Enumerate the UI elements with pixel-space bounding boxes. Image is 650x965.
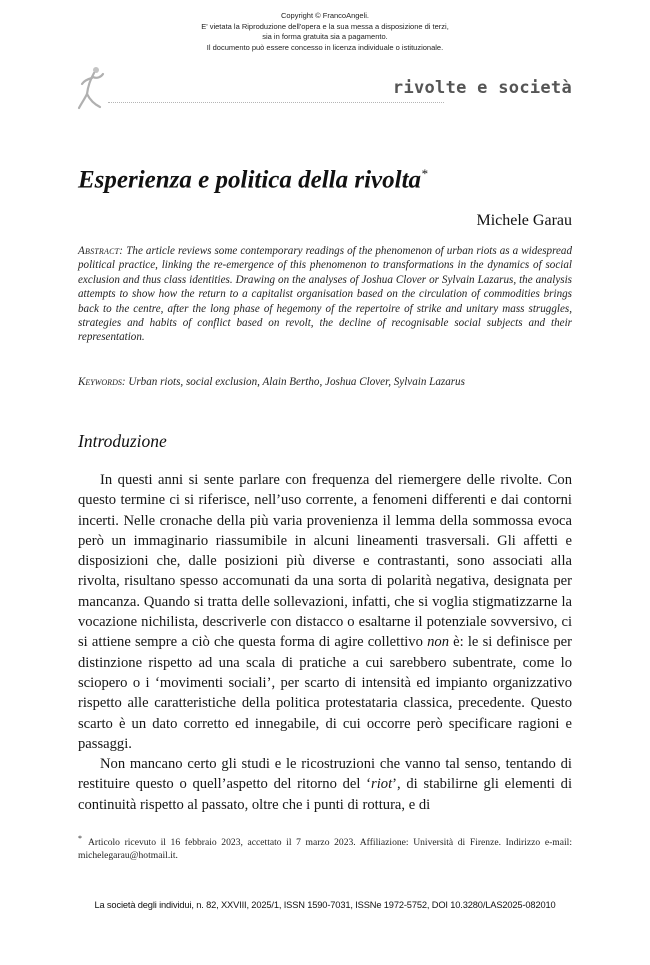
paragraph [78,754,572,815]
footnote-mark: * [78,834,82,843]
abstract-text: The article reviews some contemporary readings of the phenomenon of urban riots as a widespread political practice, linking the re-emergence of this phenomenon to transformations in the dynamics of social exclusion and thus class identities. Drawing on the analyses of Joshua Clover or Sylvain Lazarus, the analysis attempts to show how the return to a capitalist organisation based on the circulation of commodities brings back to the centre, after the long phase of hegemony of the repertoire of strike and unitary mass struggles, strategies and habits of conflict based on revolt, the decline of recognisable social subjects and their representation. [78,245,572,344]
paragraph-text: In questi anni si sente parlare con frequenza del riemergere delle rivolte. Con questo termine ci si riferisce, nell’uso corrente, a fenomeni differenti e dai contorni incerti. Nelle cronache della più varia provenienza il lemma della sommossa evoca però un immaginario riassumibile in alcuni lineamenti trasversali. Gli affetti e disposizioni che, dalle posizioni più diverse e contrastanti, sono associati alla rivolta, risultano spesso accomunati da una sorta di polarità negativa, designata per mancanza. Quando si tratta delle sollevazioni, infatti, che si voglia stigmatizzarne la vocazione nichilista, descriverle con distacco o esaltarne il potenziale sovversivo, ci si attiene sempre a ciò che questa forma di agire collettivo [78,472,572,651]
header-dotted-rule [108,102,444,103]
footnote-text: Articolo ricevuto il 16 febbraio 2023, accettato il 7 marzo 2023. Affiliazione: Università di Firenze. Indirizzo e-mail: michelegarau@hotmail.it. [78,837,572,862]
paragraph-text: Non mancano certo gli studi e le ricostruzioni che vanno tal senso, tentando di restituire questo o quell’aspetto del ritorno del ‘ [78,756,572,793]
abstract-label: Abstract: [78,245,124,257]
body-text [78,470,572,815]
copyright-notice [0,11,650,53]
footnote-rule [78,822,278,823]
abstract [78,244,572,345]
footnote [78,836,572,863]
title-footnote-mark: * [421,166,428,181]
article-title-text: Esperienza e politica della rivolta [78,166,422,194]
copyright-line: Copyright © FrancoAngeli. [280,11,370,20]
emphasis: riot [371,776,393,793]
figure-icon [76,64,108,110]
journal-citation: La società degli individui, n. 82, XXVIII, 2025/1, ISSN 1590-7031, ISSNe 1972-5752, DOI 10.3280/LAS2025-082010 [94,900,556,910]
paragraph [78,470,572,754]
keywords-text: Urban riots, social exclusion, Alain Bertho, Joshua Clover, Sylvain Lazarus [128,376,465,388]
article-title [78,166,428,194]
journal-header [76,64,574,110]
keywords [78,375,572,389]
copyright-line: sia in forma gratuita sia a pagamento. [262,32,388,41]
paragraph-text: è: le si definisce per distinzione rispetto ad una scala di pratiche a cui sarebbero subentrate, come lo sciopero o i ‘movimenti sociali’, per scarto di intensità ed impianto organizzativo rispetto alle caratteristiche della politica protestataria classica, precedente. Questo scarto è un dato corretto ed innegabile, di cui occorre però specificare ragioni e passaggi. [78,634,572,752]
keywords-label: Keywords: [78,376,126,388]
copyright-line: Il documento può essere concesso in licenza individuale o istituzionale. [206,42,444,52]
copyright-line: E' vietata la Riproduzione dell'opera e la sua messa a disposizione di terzi, [201,21,449,31]
author-name: Michele Garau [476,212,572,229]
journal-section-title: rivolte e società [392,78,572,98]
paragraph-text: ’, di stabilirne gli elementi di continuità rispetto al passato, oltre che i punti di rottura, e di [78,776,572,813]
section-heading: Introduzione [78,431,167,451]
emphasis: non [427,634,449,651]
